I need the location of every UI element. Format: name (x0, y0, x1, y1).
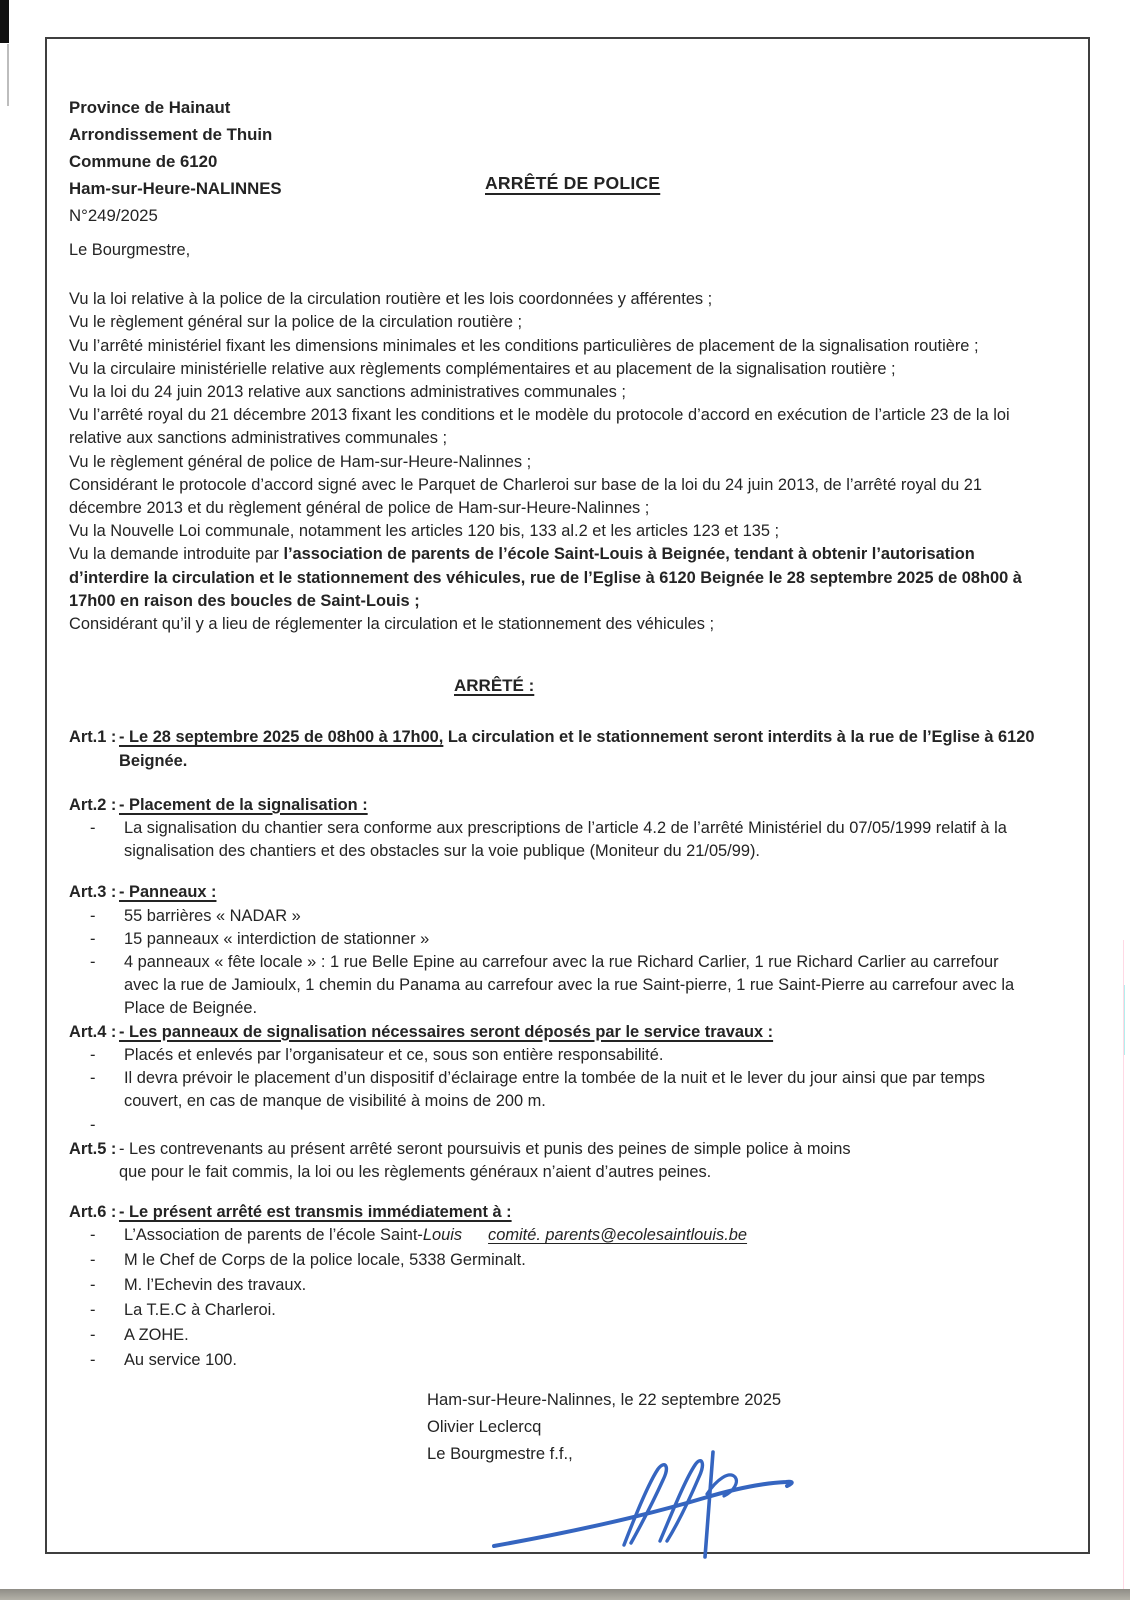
article-1 (69, 726, 1037, 772)
association-name-italic: Louis (422, 1226, 463, 1245)
issuer-commune: Commune de 6120 (69, 152, 218, 171)
document-body (47, 39, 1037, 1467)
recital-7: Vu le règlement général de police de Ham-sur-Heure-Nalinnes ; (69, 452, 532, 471)
dash-marker: - (90, 1351, 96, 1370)
scan-artifact-top-left (0, 0, 9, 43)
article-3-bullet-1-text: 55 barrières « NADAR » (124, 906, 301, 925)
signature-place-date: Ham-sur-Heure-Nalinnes, le 22 septembre 2025 (427, 1389, 782, 1409)
dash-marker: - (90, 1069, 96, 1088)
article-5-text: - Les contrevenants au présent arrêté seront poursuivis et punis des peines de simple police à moins que pour le fait commis, la loi ou les règlements généraux n’aient d’autres peines. (119, 1139, 851, 1181)
handwritten-signature (472, 1424, 802, 1564)
article-4-label: Art.4 : (69, 1022, 117, 1041)
article-1-text: La circulation et le stationnement seront interdits à la rue de l’Eglise à 6120 Beignée. (119, 728, 1035, 770)
article-5 (69, 1138, 1037, 1184)
dash-marker: - (90, 1045, 96, 1064)
article-6 (69, 1201, 1037, 1372)
association-email: comité. parents@ecolesaintlouis.be (488, 1226, 748, 1245)
article-6-recipient-echevin (69, 1274, 1037, 1297)
recital-11: Considérant qu’il y a lieu de réglementer la circulation et le stationnement des véhicules ; (69, 615, 715, 634)
recital-1: Vu la loi relative à la police de la circulation routière et les lois coordonnées y afférentes ; (69, 290, 713, 309)
dash-marker: - (90, 1251, 96, 1270)
recital-9: Vu la Nouvelle Loi communale, notamment les articles 120 bis, 133 al.2 et les articles 123 et 135 ; (69, 522, 780, 541)
document-title: ARRÊTÉ DE POLICE (485, 173, 661, 193)
article-4-bullet-1-text: Placés et enlevés par l’organisateur et ce, sous son entière responsabilité. (124, 1045, 664, 1064)
article-3 (69, 881, 1037, 1020)
recital-5: Vu la loi du 24 juin 2013 relative aux sanctions administratives communales ; (69, 383, 626, 402)
article-1-content (119, 726, 1037, 772)
article-1-label: Art.1 : (69, 728, 117, 747)
dash-marker: - (90, 1301, 96, 1320)
article-3-bullet-2-text: 15 panneaux « interdiction de stationner » (124, 929, 430, 948)
recital-3: Vu l’arrêté ministériel fixant les dimensions minimales et les conditions particulières de placement de la signalisation routière ; (69, 336, 979, 355)
article-2 (69, 794, 1037, 864)
article-6-recipient-echevin-text: M. l’Echevin des travaux. (124, 1276, 307, 1295)
scan-artifact-left-line (7, 44, 9, 106)
dash-marker: - (90, 1226, 96, 1245)
signature-role: Le Bourgmestre f.f., (427, 1443, 573, 1463)
recital-2: Vu le règlement général sur la police de la circulation routière ; (69, 313, 523, 332)
dash-marker: - (90, 819, 96, 838)
article-6-recipient-service100-text: Au service 100. (124, 1351, 237, 1370)
article-4 (69, 1021, 1037, 1137)
recital-10-prefix: Vu la demande introduite par (69, 545, 284, 564)
article-3-bullet-2 (69, 928, 1037, 951)
decree-number: N°249/2025 (69, 206, 158, 225)
scan-artifact-right-line-cyan (1124, 985, 1125, 1055)
article-5-label: Art.5 : (69, 1139, 117, 1158)
article-3-heading: - Panneaux : (119, 883, 217, 902)
signature-name: Olivier Leclercq (427, 1416, 542, 1436)
issuer-arrondissement: Arrondissement de Thuin (69, 125, 273, 144)
article-6-recipient-association (69, 1224, 1037, 1247)
recital-10-request: l’association de parents de l’école Saint-Louis à Beignée, tendant à obtenir l’autorisation d’interdire la circulation et le stationnement des véhicules, rue de l’Eglise à 6120 Beignée le 28 septembre 2025 de 08h00 à 17h00 en raison des boucles de Saint-Louis ; (69, 545, 1022, 610)
article-3-bullet-3-text: 4 panneaux « fête locale » : 1 rue Belle Epine au carrefour avec la rue Richard Carlier, 1 rue Richard Carlier au carrefour avec la rue de Jamioulx, 1 chemin du Panama au carrefour avec la rue Saint-pierre, 1 rue Saint-Pierre au carrefour avec la Place de Beignée. (124, 953, 1015, 1018)
salutation: Le Bourgmestre, (69, 241, 191, 259)
article-4-bullet-3-empty (69, 1114, 1037, 1137)
dash-marker: - (90, 1276, 96, 1295)
article-2-bullet-1-text: La signalisation du chantier sera conforme aux prescriptions de l’article 4.2 de l’arrêté Ministériel du 07/05/1999 relatif à la signalisation des chantiers et des obstacles sur la voie publique (Moniteur du 21/05/99). (124, 819, 1007, 861)
article-6-recipient-association-text (124, 1224, 1037, 1247)
article-4-heading: - Les panneaux de signalisation nécessaires seront déposés par le service travaux : (119, 1022, 774, 1041)
scan-artifact-bottom-strip (0, 1589, 1130, 1600)
recital-10 (69, 543, 1037, 613)
article-2-label: Art.2 : (69, 795, 117, 814)
article-6-recipient-zohe-text: A ZOHE. (124, 1326, 189, 1345)
article-6-recipient-tec (69, 1299, 1037, 1322)
issuer-locality: Ham-sur-Heure-NALINNES (69, 179, 282, 198)
dash-marker: - (90, 1115, 96, 1134)
document-page (45, 37, 1090, 1554)
article-4-bullet-1 (69, 1044, 1037, 1067)
article-6-recipient-tec-text: La T.E.C à Charleroi. (124, 1301, 276, 1320)
dash-marker: - (90, 953, 96, 972)
issuer-block (69, 94, 1037, 229)
article-6-recipient-police-text: M le Chef de Corps de la police locale, 5338 Germinalt. (124, 1251, 526, 1270)
dash-marker: - (90, 906, 96, 925)
article-4-bullet-3-text (124, 1114, 1037, 1137)
dash-marker: - (90, 929, 96, 948)
recital-4: Vu la circulaire ministérielle relative aux règlements complémentaires et au placement de la signalisation routière ; (69, 359, 896, 378)
article-6-recipient-zohe (69, 1324, 1037, 1347)
article-6-label: Art.6 : (69, 1203, 117, 1222)
issuer-province: Province de Hainaut (69, 98, 231, 117)
article-3-label: Art.3 : (69, 883, 117, 902)
article-2-heading: - Placement de la signalisation : (119, 795, 368, 814)
article-2-bullet-1 (69, 817, 1037, 863)
association-name: L’Association de parents de l’école Saint- (124, 1226, 423, 1245)
article-3-bullet-3 (69, 951, 1037, 1021)
article-6-recipient-police (69, 1249, 1037, 1272)
article-6-heading: - Le présent arrêté est transmis immédiatement à : (119, 1203, 512, 1222)
article-6-recipient-service100 (69, 1349, 1037, 1372)
article-4-bullet-2-text: Il devra prévoir le placement d’un dispositif d’éclairage entre la tombée de la nuit et le lever du jour ainsi que par temps couvert, en cas de manque de visibilité à moins de 200 m. (124, 1069, 985, 1111)
article-1-date-underlined: - Le 28 septembre 2025 de 08h00 à 17h00, (119, 728, 444, 747)
dash-marker: - (90, 1326, 96, 1345)
article-3-bullet-1 (69, 905, 1037, 928)
article-4-bullet-2 (69, 1067, 1037, 1113)
decree-heading: ARRÊTÉ : (454, 676, 535, 696)
recital-6: Vu l’arrêté royal du 21 décembre 2013 fixant les conditions et le modèle du protocole d’accord en exécution de l’article 23 de la loi relative aux sanctions administratives communales ; (69, 406, 1010, 448)
recitals (69, 288, 1037, 636)
recital-8: Considérant le protocole d’accord signé avec le Parquet de Charleroi sur base de la loi du 24 juin 2013, de l’arrêté royal du 21 décembre 2013 et du règlement général de police de Ham-sur-Heure-Nalinnes ; (69, 475, 982, 518)
